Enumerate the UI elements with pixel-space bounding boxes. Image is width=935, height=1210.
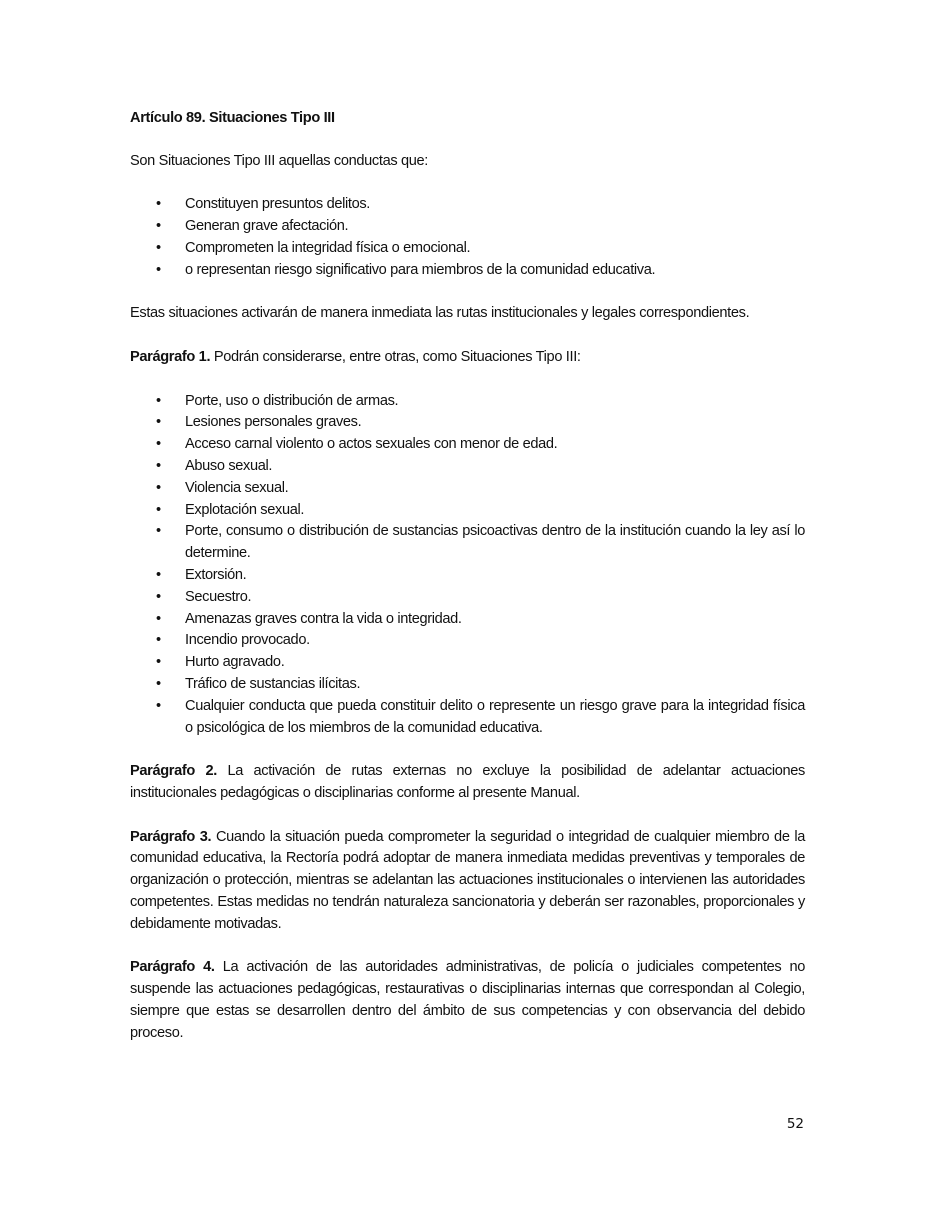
- document-page: [130, 108, 805, 1066]
- list-item: [130, 478, 805, 500]
- list-item: [130, 260, 805, 282]
- article-intro: Son Situaciones Tipo III aquellas conductas que:: [130, 152, 428, 169]
- list-item-text: Incendio provocado.: [185, 632, 310, 649]
- list-item: [130, 500, 805, 522]
- type-iii-situations-list: [130, 391, 805, 740]
- list-item-text: Porte, uso o distribución de armas.: [185, 392, 399, 409]
- list-item: [130, 696, 805, 740]
- article-title: Artículo 89. Situaciones Tipo III: [130, 110, 335, 126]
- list-item: [130, 434, 805, 456]
- bullet-icon: •: [156, 588, 161, 605]
- bullet-icon: •: [156, 196, 161, 213]
- paragraph-3-text: Cuando la situación pueda comprometer la seguridad o integridad de cualquier miembro de la comunidad educativa, la Rectoría podrá adoptar de manera inmediata medidas preventivas y temporales de organización o protección, mientras se adelantan las actuaciones institucionales o intervienen las autoridades competentes. Estas medidas no tendrán naturaleza sancionatoria y deberán ser razonables, proporcionales y debidamente motivadas.: [130, 828, 805, 932]
- list-item-text: Acceso carnal violento o actos sexuales con menor de edad.: [185, 436, 558, 453]
- list-item: [130, 652, 805, 674]
- list-item-text: Constituyen presuntos delitos.: [185, 196, 371, 213]
- bullet-icon: •: [156, 414, 161, 431]
- list-item-text: Secuestro.: [185, 588, 252, 605]
- list-item-text: Abuso sexual.: [185, 457, 273, 474]
- list-item-text: Generan grave afectación.: [185, 218, 349, 235]
- list-item: [130, 674, 805, 696]
- bullet-icon: •: [156, 566, 161, 583]
- paragraph-4-label: Parágrafo 4.: [130, 959, 215, 976]
- list-item: [130, 412, 805, 434]
- paragraph-2-label: Parágrafo 2.: [130, 763, 217, 780]
- bullet-icon: •: [156, 261, 161, 278]
- bullet-icon: •: [156, 697, 161, 714]
- list-item-text: Cualquier conducta que pueda constituir delito o represente un riesgo grave para la integridad física o psicológica de los miembros de la comunidad educativa.: [185, 697, 805, 736]
- bullet-icon: •: [156, 436, 161, 453]
- paragraph-2-text: La activación de rutas externas no excluye la posibilidad de adelantar actuaciones institucionales pedagógicas o disciplinarias conforme al presente Manual.: [130, 763, 805, 801]
- paragraph-1-label: Parágrafo 1.: [130, 348, 211, 365]
- paragraph-3: [130, 827, 805, 936]
- paragraph-4-text: La activación de las autoridades administrativas, de policía o judiciales competentes no suspende las actuaciones pedagógicas, restaurativas o disciplinarias internas que correspondan al Colegio, siempre que estas se desarrollen dentro del ámbito de sus competencias y con observancia del debido proceso.: [130, 959, 806, 1041]
- list-item-text: o representan riesgo significativo para miembros de la comunidad educativa.: [185, 261, 656, 278]
- bullet-icon: •: [156, 501, 161, 518]
- list-item: [130, 238, 805, 260]
- bullet-icon: •: [156, 523, 161, 540]
- bullet-icon: •: [156, 239, 161, 256]
- bullet-icon: •: [156, 675, 161, 692]
- conducts-list: [130, 194, 805, 281]
- bullet-icon: •: [156, 654, 161, 671]
- paragraph-1-text: Podrán considerarse, entre otras, como Situaciones Tipo III:: [210, 348, 581, 365]
- list-item-text: Porte, consumo o distribución de sustancias psicoactivas dentro de la institución cuando la ley así lo determine.: [185, 523, 805, 562]
- list-item: [130, 194, 805, 216]
- paragraph-3-label: Parágrafo 3.: [130, 828, 212, 845]
- list-item-text: Amenazas graves contra la vida o integridad.: [185, 610, 462, 627]
- paragraph-2: [130, 761, 805, 805]
- bullet-icon: •: [156, 457, 161, 474]
- page-number: 52: [786, 1116, 804, 1132]
- list-item-text: Explotación sexual.: [185, 501, 305, 518]
- list-item-text: Lesiones personales graves.: [185, 414, 362, 431]
- list-item: [130, 587, 805, 609]
- bullet-icon: •: [156, 610, 161, 627]
- activation-paragraph: Estas situaciones activarán de manera inmediata las rutas institucionales y legales correspondientes.: [130, 305, 750, 322]
- list-item: [130, 630, 805, 652]
- bullet-icon: •: [156, 218, 161, 235]
- paragraph-1: [130, 347, 805, 369]
- list-item-text: Comprometen la integridad física o emocional.: [185, 239, 471, 256]
- bullet-icon: •: [156, 392, 161, 409]
- list-item-text: Violencia sexual.: [185, 479, 289, 496]
- list-item-text: Hurto agravado.: [185, 654, 285, 671]
- list-item-text: Extorsión.: [185, 566, 247, 583]
- list-item: [130, 521, 805, 565]
- list-item: [130, 609, 805, 631]
- paragraph-4: [130, 957, 805, 1044]
- list-item: [130, 456, 805, 478]
- bullet-icon: •: [156, 479, 161, 496]
- list-item: [130, 565, 805, 587]
- list-item: [130, 216, 805, 238]
- bullet-icon: •: [156, 632, 161, 649]
- list-item-text: Tráfico de sustancias ilícitas.: [185, 675, 361, 692]
- list-item: [130, 391, 805, 413]
